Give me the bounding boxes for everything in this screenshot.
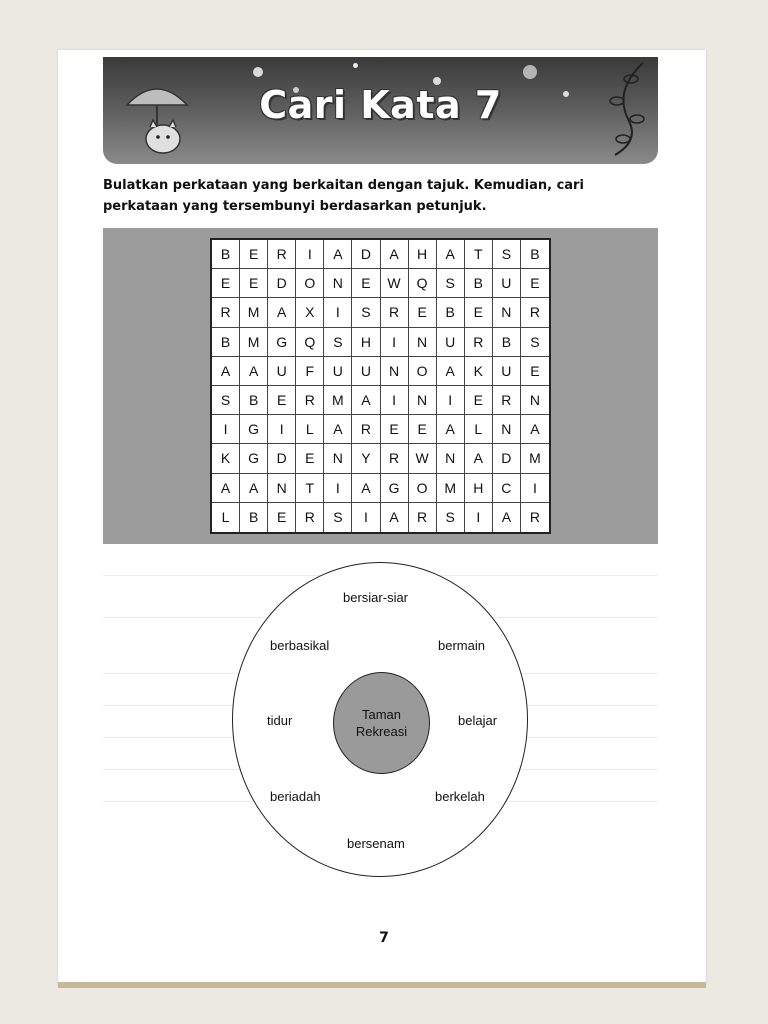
grid-cell[interactable]: E (240, 269, 268, 298)
grid-cell[interactable]: A (212, 474, 240, 503)
grid-cell[interactable]: A (437, 415, 465, 444)
grid-cell[interactable]: S (493, 240, 521, 269)
grid-cell[interactable]: A (324, 240, 352, 269)
grid-cell[interactable]: O (409, 357, 437, 386)
grid-cell[interactable]: A (240, 474, 268, 503)
grid-cell[interactable]: D (352, 240, 380, 269)
grid-cell[interactable]: E (296, 444, 324, 473)
grid-cell[interactable]: S (324, 503, 352, 532)
grid-cell[interactable]: N (409, 328, 437, 357)
grid-cell[interactable]: B (465, 269, 493, 298)
grid-cell[interactable]: U (493, 269, 521, 298)
grid-cell[interactable]: B (240, 386, 268, 415)
grid-cell[interactable]: R (381, 298, 409, 327)
grid-cell[interactable]: R (529, 509, 541, 526)
grid-cell[interactable]: S (521, 328, 549, 357)
grid-cell[interactable]: K (465, 357, 493, 386)
grid-cell[interactable]: R (212, 298, 240, 327)
grid-cell[interactable]: A (437, 240, 465, 269)
word-option[interactable]: beriadah (270, 789, 321, 804)
grid-cell[interactable]: M (437, 474, 465, 503)
word-search-grid (210, 238, 551, 534)
grid-cell[interactable]: A (521, 415, 549, 444)
grid-cell[interactable]: E (240, 240, 268, 269)
grid-cell[interactable]: B (493, 328, 521, 357)
grid-cell[interactable]: N (493, 298, 521, 327)
grid-cell[interactable]: I (381, 386, 409, 415)
topic-line-1: Taman (361, 707, 402, 722)
grid-cell[interactable]: I (324, 474, 352, 503)
grid-cell[interactable]: X (296, 298, 324, 327)
grid-cell[interactable]: R (268, 240, 296, 269)
grid-cell[interactable]: R (296, 386, 324, 415)
grid-cell[interactable]: M (324, 386, 352, 415)
grid-cell[interactable]: Q (409, 269, 437, 298)
grid-cell[interactable]: R (296, 503, 324, 532)
grid-cell[interactable]: E (521, 269, 549, 298)
grid-cell[interactable]: L (212, 503, 240, 532)
page-title: Cari Kata 7 (259, 83, 502, 127)
grid-cell[interactable]: T (296, 474, 324, 503)
grid-cell[interactable]: S (212, 386, 240, 415)
grid-cell[interactable]: M (521, 444, 549, 473)
word-option[interactable]: berbasikal (270, 638, 330, 653)
grid-cell[interactable]: E (268, 503, 296, 532)
grid-cell[interactable]: U (352, 357, 380, 386)
grid-cell[interactable]: S (437, 503, 465, 532)
grid-cell[interactable]: R (409, 503, 437, 532)
grid-cell[interactable]: B (212, 328, 240, 357)
grid-cell[interactable]: D (493, 444, 521, 473)
word-option[interactable]: tidur (267, 713, 293, 728)
grid-cell[interactable]: H (352, 328, 380, 357)
grid-cell[interactable]: K (212, 444, 240, 473)
grid-cell[interactable]: W (409, 444, 437, 473)
grid-cell[interactable]: I (437, 386, 465, 415)
grid-cell[interactable]: E (268, 386, 296, 415)
grid-cell[interactable]: U (268, 357, 296, 386)
grid-cell[interactable]: N (521, 386, 549, 415)
grid-cell[interactable]: S (437, 269, 465, 298)
grid-cell[interactable]: E (465, 386, 493, 415)
grid-cell[interactable]: Q (296, 328, 324, 357)
grid-cell[interactable]: M (240, 328, 268, 357)
grid-cell[interactable]: M (240, 298, 268, 327)
sparkle-decor (523, 65, 537, 79)
grid-cell[interactable]: I (381, 328, 409, 357)
title-banner (103, 57, 658, 164)
grid-cell[interactable]: A (465, 444, 493, 473)
page-number: 7 (379, 930, 389, 946)
grid-cell[interactable]: O (296, 269, 324, 298)
grid-cell[interactable]: U (324, 357, 352, 386)
word-option[interactable]: bermain (438, 638, 485, 653)
grid-cell[interactable]: D (268, 444, 296, 473)
grid-cell[interactable]: E (409, 298, 437, 327)
grid-cell[interactable]: B (521, 240, 549, 269)
grid-cell[interactable]: E (465, 298, 493, 327)
grid-cell[interactable]: N (493, 415, 521, 444)
grid-cell[interactable]: R (521, 298, 549, 327)
grid-cell[interactable]: S (352, 298, 380, 327)
grid-cell[interactable]: E (212, 269, 240, 298)
grid-cell[interactable]: I (521, 474, 549, 503)
grid-cell[interactable]: G (240, 415, 268, 444)
grid-cell[interactable]: L (465, 415, 493, 444)
grid-cell[interactable]: U (437, 328, 465, 357)
sparkle-decor (253, 67, 263, 77)
grid-cell[interactable]: H (465, 474, 493, 503)
grid-cell[interactable]: T (465, 240, 493, 269)
grid-cell[interactable]: A (381, 503, 409, 532)
grid-cell[interactable]: B (437, 298, 465, 327)
grid-cell[interactable]: A (352, 474, 380, 503)
grid-cell[interactable]: I (465, 503, 493, 532)
grid-cell[interactable]: I (212, 415, 240, 444)
grid-cell[interactable]: E (409, 415, 437, 444)
grid-cell[interactable]: G (381, 474, 409, 503)
grid-cell[interactable]: N (324, 269, 352, 298)
grid-cell[interactable]: E (381, 415, 409, 444)
grid-cell[interactable]: A (324, 415, 352, 444)
grid-cell[interactable]: E (521, 357, 549, 386)
topic-center (333, 672, 430, 774)
grid-cell[interactable]: H (409, 240, 437, 269)
grid-cell[interactable]: R (352, 415, 380, 444)
grid-cell[interactable]: I (268, 415, 296, 444)
grid-cell[interactable]: N (409, 386, 437, 415)
grid-cell[interactable]: B (240, 503, 268, 532)
grid-cell[interactable]: U (493, 357, 521, 386)
grid-cell[interactable]: B (212, 240, 240, 269)
grid-cell[interactable]: N (381, 357, 409, 386)
instruction-text: Bulatkan perkataan yang berkaitan dengan tajuk. Kemudian, cari perkataan yang tersembunyi berdasarkan petunjuk. (103, 178, 584, 214)
grid-cell[interactable]: A (240, 357, 268, 386)
grid-cell[interactable]: Y (352, 444, 380, 473)
grid-cell[interactable]: G (268, 328, 296, 357)
sparkle-decor (353, 63, 358, 68)
word-option[interactable]: belajar (458, 713, 498, 728)
grid-cell[interactable]: A (268, 298, 296, 327)
grid-cell[interactable]: R (381, 444, 409, 473)
grid-cell[interactable]: O (409, 474, 437, 503)
word-option[interactable]: berkelah (435, 789, 485, 804)
grid-cell[interactable]: N (324, 444, 352, 473)
word-option[interactable]: bersenam (347, 836, 405, 851)
grid-cell[interactable]: I (324, 298, 352, 327)
grid-cell[interactable]: A (212, 357, 240, 386)
grid-cell[interactable]: D (268, 269, 296, 298)
grid-cell[interactable]: G (240, 444, 268, 473)
grid-cell[interactable]: F (296, 357, 324, 386)
grid-cell[interactable]: R (465, 328, 493, 357)
grid-cell[interactable]: A (437, 357, 465, 386)
grid-cell[interactable]: E (352, 269, 380, 298)
grid-cell[interactable]: W (381, 269, 409, 298)
grid-cell[interactable]: N (268, 474, 296, 503)
topic-line-2: Rekreasi (355, 724, 408, 739)
grid-cell[interactable]: I (296, 240, 324, 269)
grid-cell[interactable]: A (493, 503, 521, 532)
grid-cell[interactable]: L (296, 415, 324, 444)
grid-cell[interactable]: S (324, 328, 352, 357)
grid-cell[interactable]: I (352, 503, 380, 532)
grid-cell[interactable]: N (437, 444, 465, 473)
grid-cell[interactable]: R (493, 386, 521, 415)
grid-cell[interactable]: A (352, 386, 380, 415)
page-edge (58, 982, 706, 988)
grid-cell[interactable]: C (493, 474, 521, 503)
grid-cell[interactable]: A (381, 240, 409, 269)
word-option[interactable]: bersiar-siar (343, 590, 409, 605)
